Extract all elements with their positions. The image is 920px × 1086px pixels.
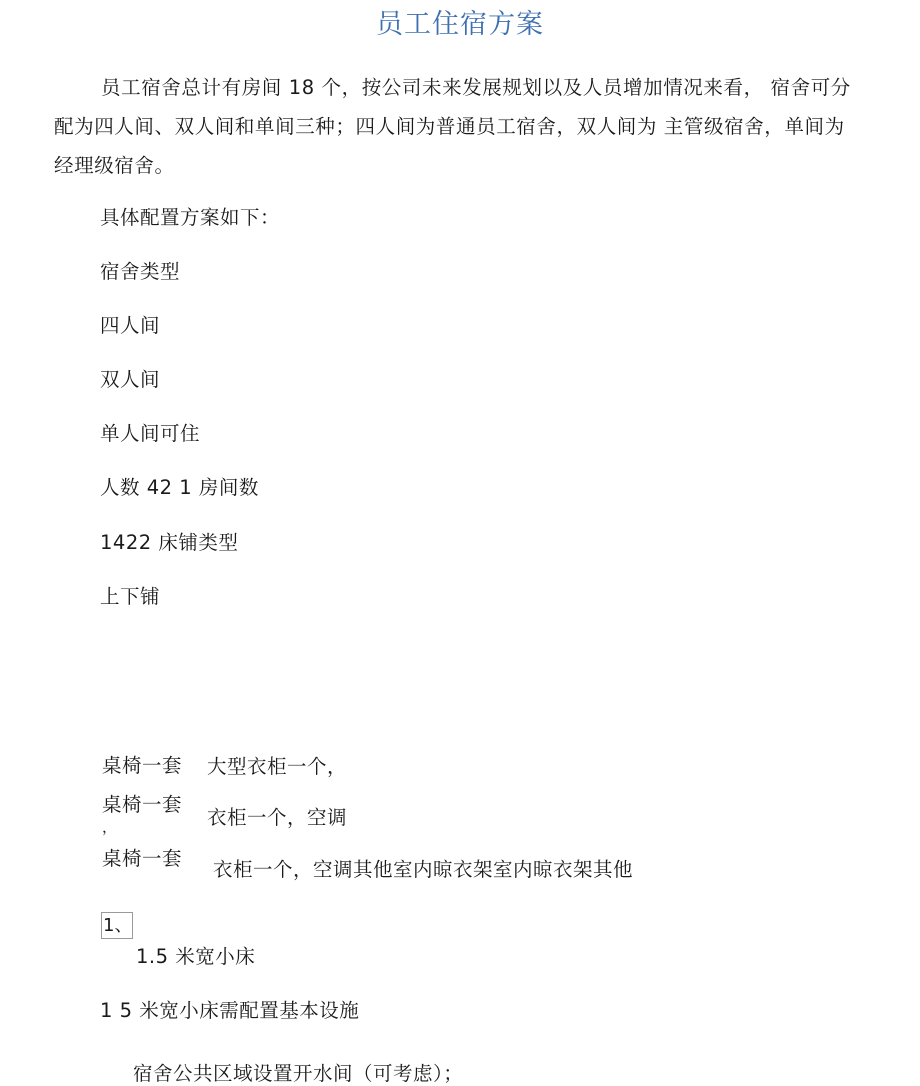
furniture-set-1: 桌椅一套 [102, 754, 183, 777]
single-room-label: 单人间可住 [100, 422, 201, 445]
double-room-label: 双人间 [100, 368, 161, 391]
document-title: 员工住宿方案 [376, 9, 544, 40]
furniture-items-3: 衣柜一个，空调其他室内晾衣架室内晾衣架其他 [213, 858, 634, 881]
people-count-line: 人数 42 1 房间数 [100, 476, 259, 499]
furniture-set-2: 桌椅一套 [102, 793, 183, 816]
four-room-label: 四人间 [100, 314, 161, 337]
bed-type-line: 1422 床铺类型 [100, 531, 239, 554]
furniture-items-1: 大型衣柜一个， [207, 755, 348, 778]
dorm-type-label: 宿舍类型 [100, 260, 181, 283]
furniture-items-2: 衣柜一个，空调 [207, 806, 348, 829]
intro-paragraph: 员工宿舍总计有房间 18 个，按公司未来发展规划以及人员增加情况来看， 宿舍可分配为四人间、双人间和单间三种；四人间为普通员工宿舍，双人间为 主管级宿舍，单间为经理级宿舍。 [54, 76, 851, 177]
list-number-box: 1、 [101, 912, 133, 939]
bed-item-line: 1.5 米宽小床 [136, 945, 256, 968]
bed-requirement-line: 1 5 米宽小床需配置基本设施 [100, 999, 360, 1022]
bunk-bed-label: 上下铺 [100, 585, 161, 608]
furniture-comma-2: ， [102, 818, 118, 836]
public-area-line: 宿舍公共区域设置开水间（可考虑）； [133, 1062, 464, 1085]
plan-intro-line: 具体配置方案如下： [100, 206, 281, 229]
furniture-set-3: 桌椅一套 [102, 847, 183, 870]
